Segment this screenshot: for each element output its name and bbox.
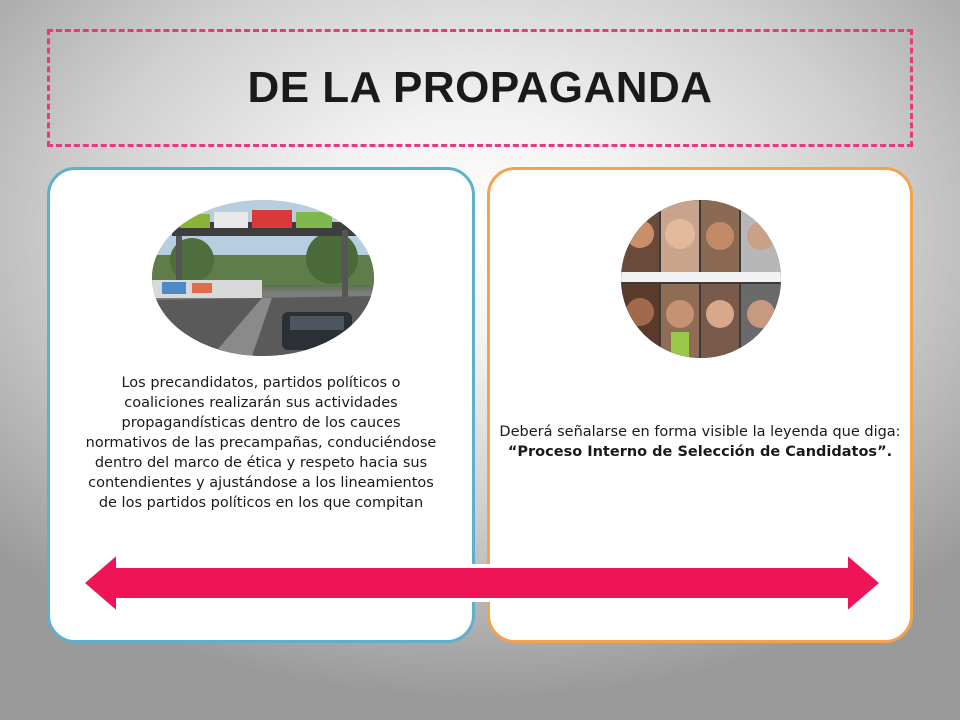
title-frame <box>47 29 913 147</box>
street-banners-photo <box>152 200 374 356</box>
right-card-text <box>498 422 902 462</box>
left-card-text: Los precandidatos, partidos políticos o coaliciones realizarán sus actividades propagandísticas dentro de los cauces normativos de las precampañas, conduciéndose dentro del marco de ética y respeto hacia sus contendientes y ajustándose a los lineamientos de los partidos políticos en los que compitan <box>85 375 437 511</box>
right-card-text-prefix: Deberá señalarse en forma visible la leyenda que diga: <box>499 424 901 440</box>
candidates-collage-photo <box>621 200 781 358</box>
double-arrow-icon <box>82 552 882 614</box>
right-card-text-bold: “Proceso Interno de Selección de Candidatos”. <box>507 444 893 460</box>
slide-title: DE LA PROPAGANDA <box>247 63 713 112</box>
